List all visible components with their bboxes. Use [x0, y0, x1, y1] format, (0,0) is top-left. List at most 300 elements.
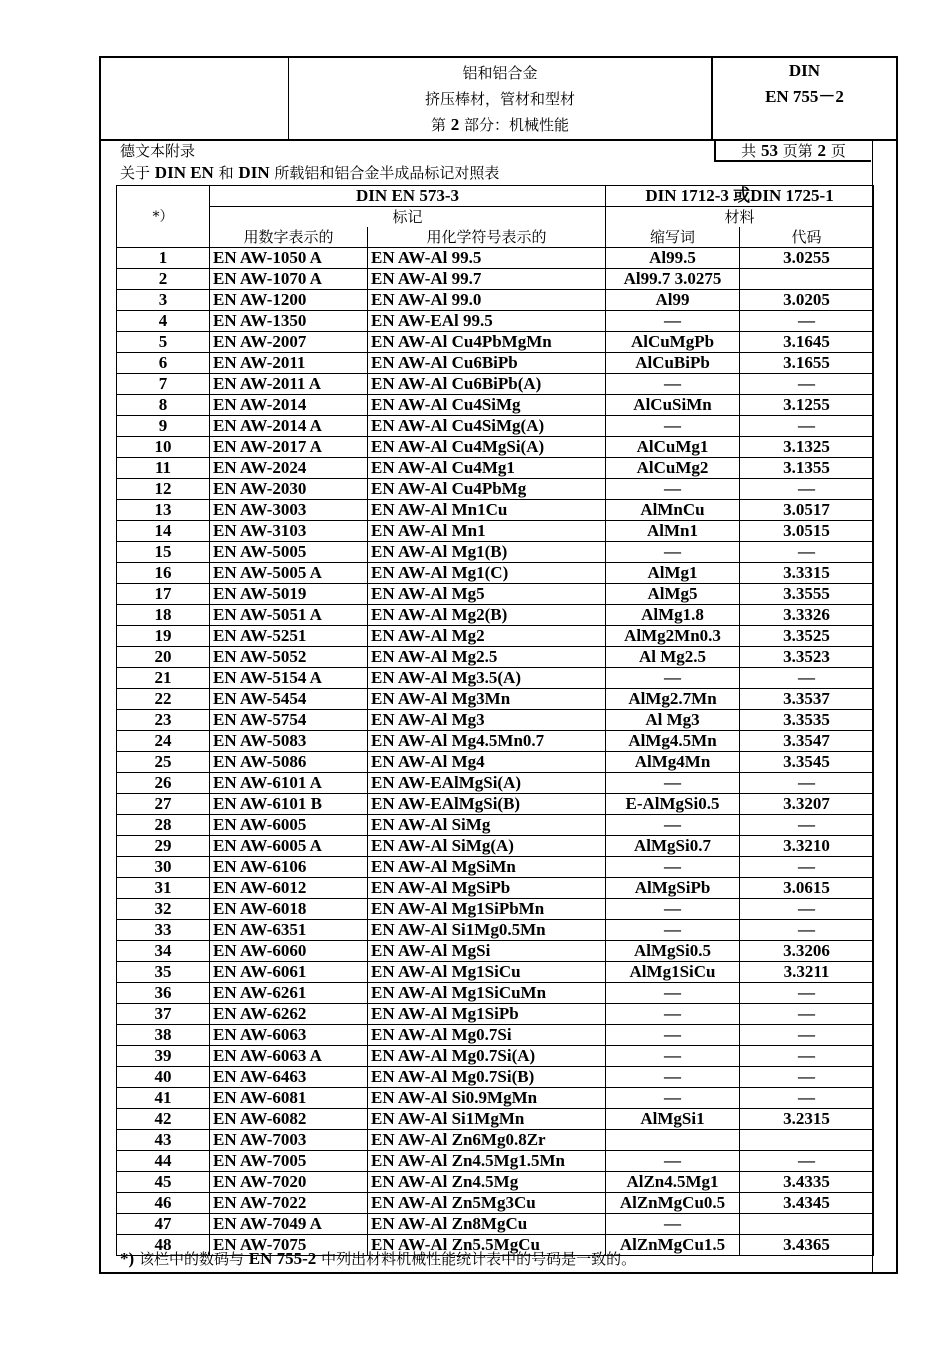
- material-code: 3.3210: [740, 836, 874, 857]
- material-abbreviation: AlCuMg1: [606, 437, 740, 458]
- table-row: [117, 521, 874, 542]
- material-code: —: [740, 311, 874, 332]
- table-row: [117, 1130, 874, 1151]
- material-abbreviation: AlCuMg2: [606, 458, 740, 479]
- material-code: —: [740, 1088, 874, 1109]
- chemical-designation: EN AW-Al Cu4MgSi(A): [368, 437, 606, 458]
- chemical-designation: EN AW-Al Zn8MgCu: [368, 1214, 606, 1235]
- material-abbreviation: AlMg1.8: [606, 605, 740, 626]
- row-number: 46: [117, 1193, 210, 1214]
- header-row-2: [117, 207, 874, 228]
- material-abbreviation: —: [606, 1046, 740, 1067]
- numeric-designation: EN AW-2007: [210, 332, 368, 353]
- numeric-designation: EN AW-5052: [210, 647, 368, 668]
- row-number: 39: [117, 1046, 210, 1067]
- material-code: 3.3537: [740, 689, 874, 710]
- chemical-designation: EN AW-Al Si1MgMn: [368, 1109, 606, 1130]
- row-number: 38: [117, 1025, 210, 1046]
- material-code: —: [740, 899, 874, 920]
- chemical-designation: EN AW-Al Mg3Mn: [368, 689, 606, 710]
- material-abbreviation: AlMg5: [606, 584, 740, 605]
- table-row: [117, 479, 874, 500]
- numeric-designation: EN AW-5754: [210, 710, 368, 731]
- material-code: 3.3545: [740, 752, 874, 773]
- numeric-designation: EN AW-2011 A: [210, 374, 368, 395]
- table-row: [117, 836, 874, 857]
- header-row-3: [117, 227, 874, 248]
- header-row-1: [117, 186, 874, 207]
- material-code: —: [740, 668, 874, 689]
- material-header: 材料: [606, 207, 874, 228]
- chemical-designation: EN AW-Al Cu4SiMg(A): [368, 416, 606, 437]
- numeric-designation: EN AW-6081: [210, 1088, 368, 1109]
- chemical-designation: EN AW-Al Mg3.5(A): [368, 668, 606, 689]
- material-code: 3.0517: [740, 500, 874, 521]
- row-number: 24: [117, 731, 210, 752]
- chemical-designation: EN AW-Al Cu4Mg1: [368, 458, 606, 479]
- chemical-designation: EN AW-Al Mn1: [368, 521, 606, 542]
- chemical-designation: EN AW-Al Mn1Cu: [368, 500, 606, 521]
- table-row: [117, 542, 874, 563]
- material-abbreviation: —: [606, 815, 740, 836]
- document-header: [99, 56, 898, 141]
- table-row: [117, 500, 874, 521]
- row-number: 6: [117, 353, 210, 374]
- table-row: [117, 395, 874, 416]
- numeric-designation: EN AW-5051 A: [210, 605, 368, 626]
- material-abbreviation: E-AlMgSi0.5: [606, 794, 740, 815]
- numeric-designation: EN AW-6261: [210, 983, 368, 1004]
- material-abbreviation: AlZnMgCu1.5: [606, 1235, 740, 1256]
- numeric-designation: EN AW-2030: [210, 479, 368, 500]
- row-number: 9: [117, 416, 210, 437]
- chemical-header: 用化学符号表示的: [368, 227, 606, 248]
- table-row: [117, 1088, 874, 1109]
- material-abbreviation: AlMgSiPb: [606, 878, 740, 899]
- chemical-designation: EN AW-Al Cu4PbMg: [368, 479, 606, 500]
- row-number: 40: [117, 1067, 210, 1088]
- table-row: [117, 1004, 874, 1025]
- row-number: 44: [117, 1151, 210, 1172]
- chemical-designation: EN AW-Al Mg1SiPb: [368, 1004, 606, 1025]
- material-code: —: [740, 920, 874, 941]
- table-row: [117, 1025, 874, 1046]
- material-abbreviation: —: [606, 1004, 740, 1025]
- header-title-cell: [289, 56, 713, 139]
- material-code: —: [740, 773, 874, 794]
- chemical-designation: EN AW-Al Zn5Mg3Cu: [368, 1193, 606, 1214]
- table-row: [117, 752, 874, 773]
- numeric-designation: EN AW-6106: [210, 857, 368, 878]
- material-code: —: [740, 983, 874, 1004]
- chemical-designation: EN AW-EAl 99.5: [368, 311, 606, 332]
- numeric-designation: EN AW-6012: [210, 878, 368, 899]
- chemical-designation: EN AW-Al Mg1SiCuMn: [368, 983, 606, 1004]
- chemical-designation: EN AW-Al Zn4.5Mg: [368, 1172, 606, 1193]
- row-number: 16: [117, 563, 210, 584]
- material-abbreviation: [606, 1130, 740, 1151]
- material-code: —: [740, 815, 874, 836]
- table-row: [117, 626, 874, 647]
- numeric-designation: EN AW-5019: [210, 584, 368, 605]
- table-row: [117, 563, 874, 584]
- chemical-designation: EN AW-Al Zn6Mg0.8Zr: [368, 1130, 606, 1151]
- chemical-designation: EN AW-Al Mg1(B): [368, 542, 606, 563]
- table-row: [117, 269, 874, 290]
- material-code: 3.4335: [740, 1172, 874, 1193]
- din-en-header: DIN EN 573-3: [210, 186, 606, 207]
- numeric-designation: EN AW-2014: [210, 395, 368, 416]
- material-abbreviation: AlZn4.5Mg1: [606, 1172, 740, 1193]
- chemical-designation: EN AW-Al 99.5: [368, 248, 606, 269]
- row-number: 26: [117, 773, 210, 794]
- standard-line-2: EN 755－2: [765, 87, 844, 106]
- material-abbreviation: —: [606, 773, 740, 794]
- numeric-designation: EN AW-2011: [210, 353, 368, 374]
- row-number: 18: [117, 605, 210, 626]
- table-row: [117, 332, 874, 353]
- table-row: [117, 584, 874, 605]
- material-abbreviation: Al99: [606, 290, 740, 311]
- chemical-designation: EN AW-Al MgSi: [368, 941, 606, 962]
- star-column-header: *）: [117, 186, 210, 248]
- title-line-1: 铝和铝合金: [462, 64, 538, 82]
- row-number: 30: [117, 857, 210, 878]
- chemical-designation: EN AW-Al Cu4SiMg: [368, 395, 606, 416]
- chemical-designation: EN AW-EAlMgSi(A): [368, 773, 606, 794]
- numeric-designation: EN AW-3103: [210, 521, 368, 542]
- chemical-designation: EN AW-Al Mg1SiPbMn: [368, 899, 606, 920]
- material-abbreviation: AlCuBiPb: [606, 353, 740, 374]
- numeric-designation: EN AW-5154 A: [210, 668, 368, 689]
- table-row: [117, 248, 874, 269]
- material-abbreviation: —: [606, 542, 740, 563]
- table-row: [117, 668, 874, 689]
- material-abbreviation: AlMg4Mn: [606, 752, 740, 773]
- material-code: 3.1655: [740, 353, 874, 374]
- table-row: [117, 1151, 874, 1172]
- material-abbreviation: —: [606, 416, 740, 437]
- material-abbreviation: —: [606, 920, 740, 941]
- numeric-designation: EN AW-6262: [210, 1004, 368, 1025]
- material-code: —: [740, 1046, 874, 1067]
- row-number: 8: [117, 395, 210, 416]
- material-code: [740, 1214, 874, 1235]
- row-number: 13: [117, 500, 210, 521]
- material-abbreviation: AlMgSi1: [606, 1109, 740, 1130]
- footnote: *) 该栏中的数码与 EN 755-2 中列出材料机械性能统计表中的号码是一致的。: [120, 1249, 637, 1268]
- chemical-designation: EN AW-Al 99.7: [368, 269, 606, 290]
- chemical-designation: EN AW-Al Cu4PbMgMn: [368, 332, 606, 353]
- table-row: [117, 941, 874, 962]
- table-row: [117, 857, 874, 878]
- material-abbreviation: —: [606, 1067, 740, 1088]
- table-row: [117, 794, 874, 815]
- material-code: 3.3207: [740, 794, 874, 815]
- table-row: [117, 374, 874, 395]
- material-abbreviation: AlMg2Mn0.3: [606, 626, 740, 647]
- numeric-header: 用数字表示的: [210, 227, 368, 248]
- chemical-designation: EN AW-Al 99.0: [368, 290, 606, 311]
- abbrev-header: 缩写词: [606, 227, 740, 248]
- din-old-header: DIN 1712-3 或DIN 1725-1: [606, 186, 874, 207]
- header-blank-cell: [99, 56, 289, 139]
- numeric-designation: EN AW-6101 A: [210, 773, 368, 794]
- chemical-designation: EN AW-Al Cu6BiPb: [368, 353, 606, 374]
- material-code: —: [740, 1151, 874, 1172]
- material-code: 3.3555: [740, 584, 874, 605]
- numeric-designation: EN AW-2024: [210, 458, 368, 479]
- table-row: [117, 815, 874, 836]
- material-code: 3.3211: [740, 962, 874, 983]
- row-number: 23: [117, 710, 210, 731]
- row-number: 11: [117, 458, 210, 479]
- chemical-designation: EN AW-Al Mg1(C): [368, 563, 606, 584]
- numeric-designation: EN AW-7020: [210, 1172, 368, 1193]
- numeric-designation: EN AW-2014 A: [210, 416, 368, 437]
- material-abbreviation: —: [606, 1214, 740, 1235]
- numeric-designation: EN AW-7022: [210, 1193, 368, 1214]
- numeric-designation: EN AW-6060: [210, 941, 368, 962]
- table-row: [117, 920, 874, 941]
- material-abbreviation: —: [606, 857, 740, 878]
- table-row: [117, 773, 874, 794]
- numeric-designation: EN AW-6005: [210, 815, 368, 836]
- chemical-designation: EN AW-Al Mg3: [368, 710, 606, 731]
- material-abbreviation: —: [606, 1025, 740, 1046]
- table-row: [117, 1046, 874, 1067]
- numeric-designation: EN AW-7075: [210, 1235, 368, 1256]
- table-title: 关于 DIN EN 和 DIN 所载铝和铝合金半成品标记对照表: [120, 163, 500, 182]
- table-row: [117, 689, 874, 710]
- row-number: 21: [117, 668, 210, 689]
- numeric-designation: EN AW-6061: [210, 962, 368, 983]
- material-abbreviation: AlZnMgCu0.5: [606, 1193, 740, 1214]
- table-row: [117, 1193, 874, 1214]
- numeric-designation: EN AW-6101 B: [210, 794, 368, 815]
- table-row: [117, 1109, 874, 1130]
- chemical-designation: EN AW-Al Mg0.7Si(B): [368, 1067, 606, 1088]
- material-code: 3.0615: [740, 878, 874, 899]
- chemical-designation: EN AW-EAlMgSi(B): [368, 794, 606, 815]
- material-code: —: [740, 374, 874, 395]
- standard-line-1: DIN: [788, 61, 821, 80]
- material-code: 3.3326: [740, 605, 874, 626]
- material-code: 3.3525: [740, 626, 874, 647]
- numeric-designation: EN AW-6063: [210, 1025, 368, 1046]
- table-row: [117, 983, 874, 1004]
- chemical-designation: EN AW-Al MgSiPb: [368, 878, 606, 899]
- chemical-designation: EN AW-Al Cu6BiPb(A): [368, 374, 606, 395]
- chemical-designation: EN AW-Al Si0.9MgMn: [368, 1088, 606, 1109]
- row-number: 27: [117, 794, 210, 815]
- row-number: 22: [117, 689, 210, 710]
- row-number: 19: [117, 626, 210, 647]
- chemical-designation: EN AW-Al Mg4.5Mn0.7: [368, 731, 606, 752]
- numeric-designation: EN AW-6063 A: [210, 1046, 368, 1067]
- material-abbreviation: AlCuMgPb: [606, 332, 740, 353]
- table-row: [117, 647, 874, 668]
- code-header: 代码: [740, 227, 874, 248]
- numeric-designation: EN AW-6351: [210, 920, 368, 941]
- attachment-label: 德文本附录: [120, 142, 196, 160]
- table-row: [117, 878, 874, 899]
- material-abbreviation: AlCuSiMn: [606, 395, 740, 416]
- material-code: —: [740, 542, 874, 563]
- row-number: 31: [117, 878, 210, 899]
- material-code: 3.4345: [740, 1193, 874, 1214]
- row-number: 25: [117, 752, 210, 773]
- row-number: 33: [117, 920, 210, 941]
- material-abbreviation: Al99.5: [606, 248, 740, 269]
- chemical-designation: EN AW-Al Mg5: [368, 584, 606, 605]
- material-code: 3.3206: [740, 941, 874, 962]
- row-number: 2: [117, 269, 210, 290]
- table-row: [117, 1067, 874, 1088]
- table-row: [117, 353, 874, 374]
- numeric-designation: EN AW-7005: [210, 1151, 368, 1172]
- chemical-designation: EN AW-Al Zn5.5MgCu: [368, 1235, 606, 1256]
- chemical-designation: EN AW-Al Mg0.7Si(A): [368, 1046, 606, 1067]
- numeric-designation: EN AW-6463: [210, 1067, 368, 1088]
- material-abbreviation: AlMg1: [606, 563, 740, 584]
- material-code: 3.0515: [740, 521, 874, 542]
- numeric-designation: EN AW-5083: [210, 731, 368, 752]
- table-row: [117, 962, 874, 983]
- table-row: [117, 290, 874, 311]
- numeric-designation: EN AW-1200: [210, 290, 368, 311]
- row-number: 35: [117, 962, 210, 983]
- chemical-designation: EN AW-Al Si1Mg0.5Mn: [368, 920, 606, 941]
- material-abbreviation: AlMg2.7Mn: [606, 689, 740, 710]
- row-number: 7: [117, 374, 210, 395]
- material-abbreviation: AlMn1: [606, 521, 740, 542]
- material-code: 3.0205: [740, 290, 874, 311]
- material-abbreviation: —: [606, 983, 740, 1004]
- material-code: 3.0255: [740, 248, 874, 269]
- table-row: [117, 899, 874, 920]
- row-number: 37: [117, 1004, 210, 1025]
- chemical-designation: EN AW-Al Mg2.5: [368, 647, 606, 668]
- material-abbreviation: Al99.7 3.0275: [606, 269, 740, 290]
- row-number: 20: [117, 647, 210, 668]
- numeric-designation: EN AW-6018: [210, 899, 368, 920]
- chemical-designation: EN AW-Al Mg2: [368, 626, 606, 647]
- material-abbreviation: AlMgSi0.5: [606, 941, 740, 962]
- material-code: —: [740, 479, 874, 500]
- chemical-designation: EN AW-Al SiMg(A): [368, 836, 606, 857]
- row-number: 3: [117, 290, 210, 311]
- table-row: [117, 710, 874, 731]
- material-abbreviation: AlMgSi0.7: [606, 836, 740, 857]
- material-code: —: [740, 1025, 874, 1046]
- row-number: 47: [117, 1214, 210, 1235]
- numeric-designation: EN AW-5005: [210, 542, 368, 563]
- material-code: [740, 1130, 874, 1151]
- chemical-designation: EN AW-Al Mg1SiCu: [368, 962, 606, 983]
- material-abbreviation: —: [606, 1088, 740, 1109]
- numeric-designation: EN AW-6005 A: [210, 836, 368, 857]
- table-row: [117, 731, 874, 752]
- material-code: 3.2315: [740, 1109, 874, 1130]
- material-code: 3.3547: [740, 731, 874, 752]
- material-code: —: [740, 857, 874, 878]
- material-code: 3.1645: [740, 332, 874, 353]
- material-code: 3.1255: [740, 395, 874, 416]
- row-number: 10: [117, 437, 210, 458]
- numeric-designation: EN AW-1350: [210, 311, 368, 332]
- row-number: 48: [117, 1235, 210, 1256]
- table-row: [117, 416, 874, 437]
- row-number: 14: [117, 521, 210, 542]
- numeric-designation: EN AW-1050 A: [210, 248, 368, 269]
- numeric-designation: EN AW-1070 A: [210, 269, 368, 290]
- material-code: 3.1325: [740, 437, 874, 458]
- row-number: 34: [117, 941, 210, 962]
- chemical-designation: EN AW-Al Mg0.7Si: [368, 1025, 606, 1046]
- row-number: 42: [117, 1109, 210, 1130]
- numeric-designation: EN AW-7049 A: [210, 1214, 368, 1235]
- chemical-designation: EN AW-Al Mg4: [368, 752, 606, 773]
- numeric-designation: EN AW-7003: [210, 1130, 368, 1151]
- designation-table: [116, 185, 874, 1256]
- row-number: 36: [117, 983, 210, 1004]
- numeric-designation: EN AW-2017 A: [210, 437, 368, 458]
- material-abbreviation: —: [606, 311, 740, 332]
- material-abbreviation: —: [606, 374, 740, 395]
- title-line-2: 挤压棒材，管材和型材: [424, 90, 575, 108]
- material-code: —: [740, 416, 874, 437]
- designation-header: 标记: [210, 207, 606, 228]
- table-row: [117, 437, 874, 458]
- table-row: [117, 458, 874, 479]
- material-code: 3.3535: [740, 710, 874, 731]
- row-number: 43: [117, 1130, 210, 1151]
- page-counter: 共 53 页第 2 页: [714, 141, 871, 162]
- chemical-designation: EN AW-Al SiMg: [368, 815, 606, 836]
- material-abbreviation: —: [606, 899, 740, 920]
- numeric-designation: EN AW-5251: [210, 626, 368, 647]
- row-number: 15: [117, 542, 210, 563]
- chemical-designation: EN AW-Al Zn4.5Mg1.5Mn: [368, 1151, 606, 1172]
- table-row: [117, 1172, 874, 1193]
- material-code: 3.3523: [740, 647, 874, 668]
- row-number: 5: [117, 332, 210, 353]
- material-abbreviation: AlMg1SiCu: [606, 962, 740, 983]
- table-row: [117, 605, 874, 626]
- row-number: 28: [117, 815, 210, 836]
- material-code: 3.4365: [740, 1235, 874, 1256]
- row-number: 12: [117, 479, 210, 500]
- chemical-designation: EN AW-Al Mg2(B): [368, 605, 606, 626]
- material-code: 3.3315: [740, 563, 874, 584]
- chemical-designation: EN AW-Al MgSiMn: [368, 857, 606, 878]
- material-abbreviation: Al Mg2.5: [606, 647, 740, 668]
- material-code: [740, 269, 874, 290]
- numeric-designation: EN AW-3003: [210, 500, 368, 521]
- material-code: —: [740, 1004, 874, 1025]
- material-code: 3.1355: [740, 458, 874, 479]
- numeric-designation: EN AW-6082: [210, 1109, 368, 1130]
- row-number: 41: [117, 1088, 210, 1109]
- table-row: [117, 1214, 874, 1235]
- numeric-designation: EN AW-5005 A: [210, 563, 368, 584]
- material-abbreviation: AlMnCu: [606, 500, 740, 521]
- material-abbreviation: —: [606, 1151, 740, 1172]
- row-number: 45: [117, 1172, 210, 1193]
- row-number: 4: [117, 311, 210, 332]
- row-number: 29: [117, 836, 210, 857]
